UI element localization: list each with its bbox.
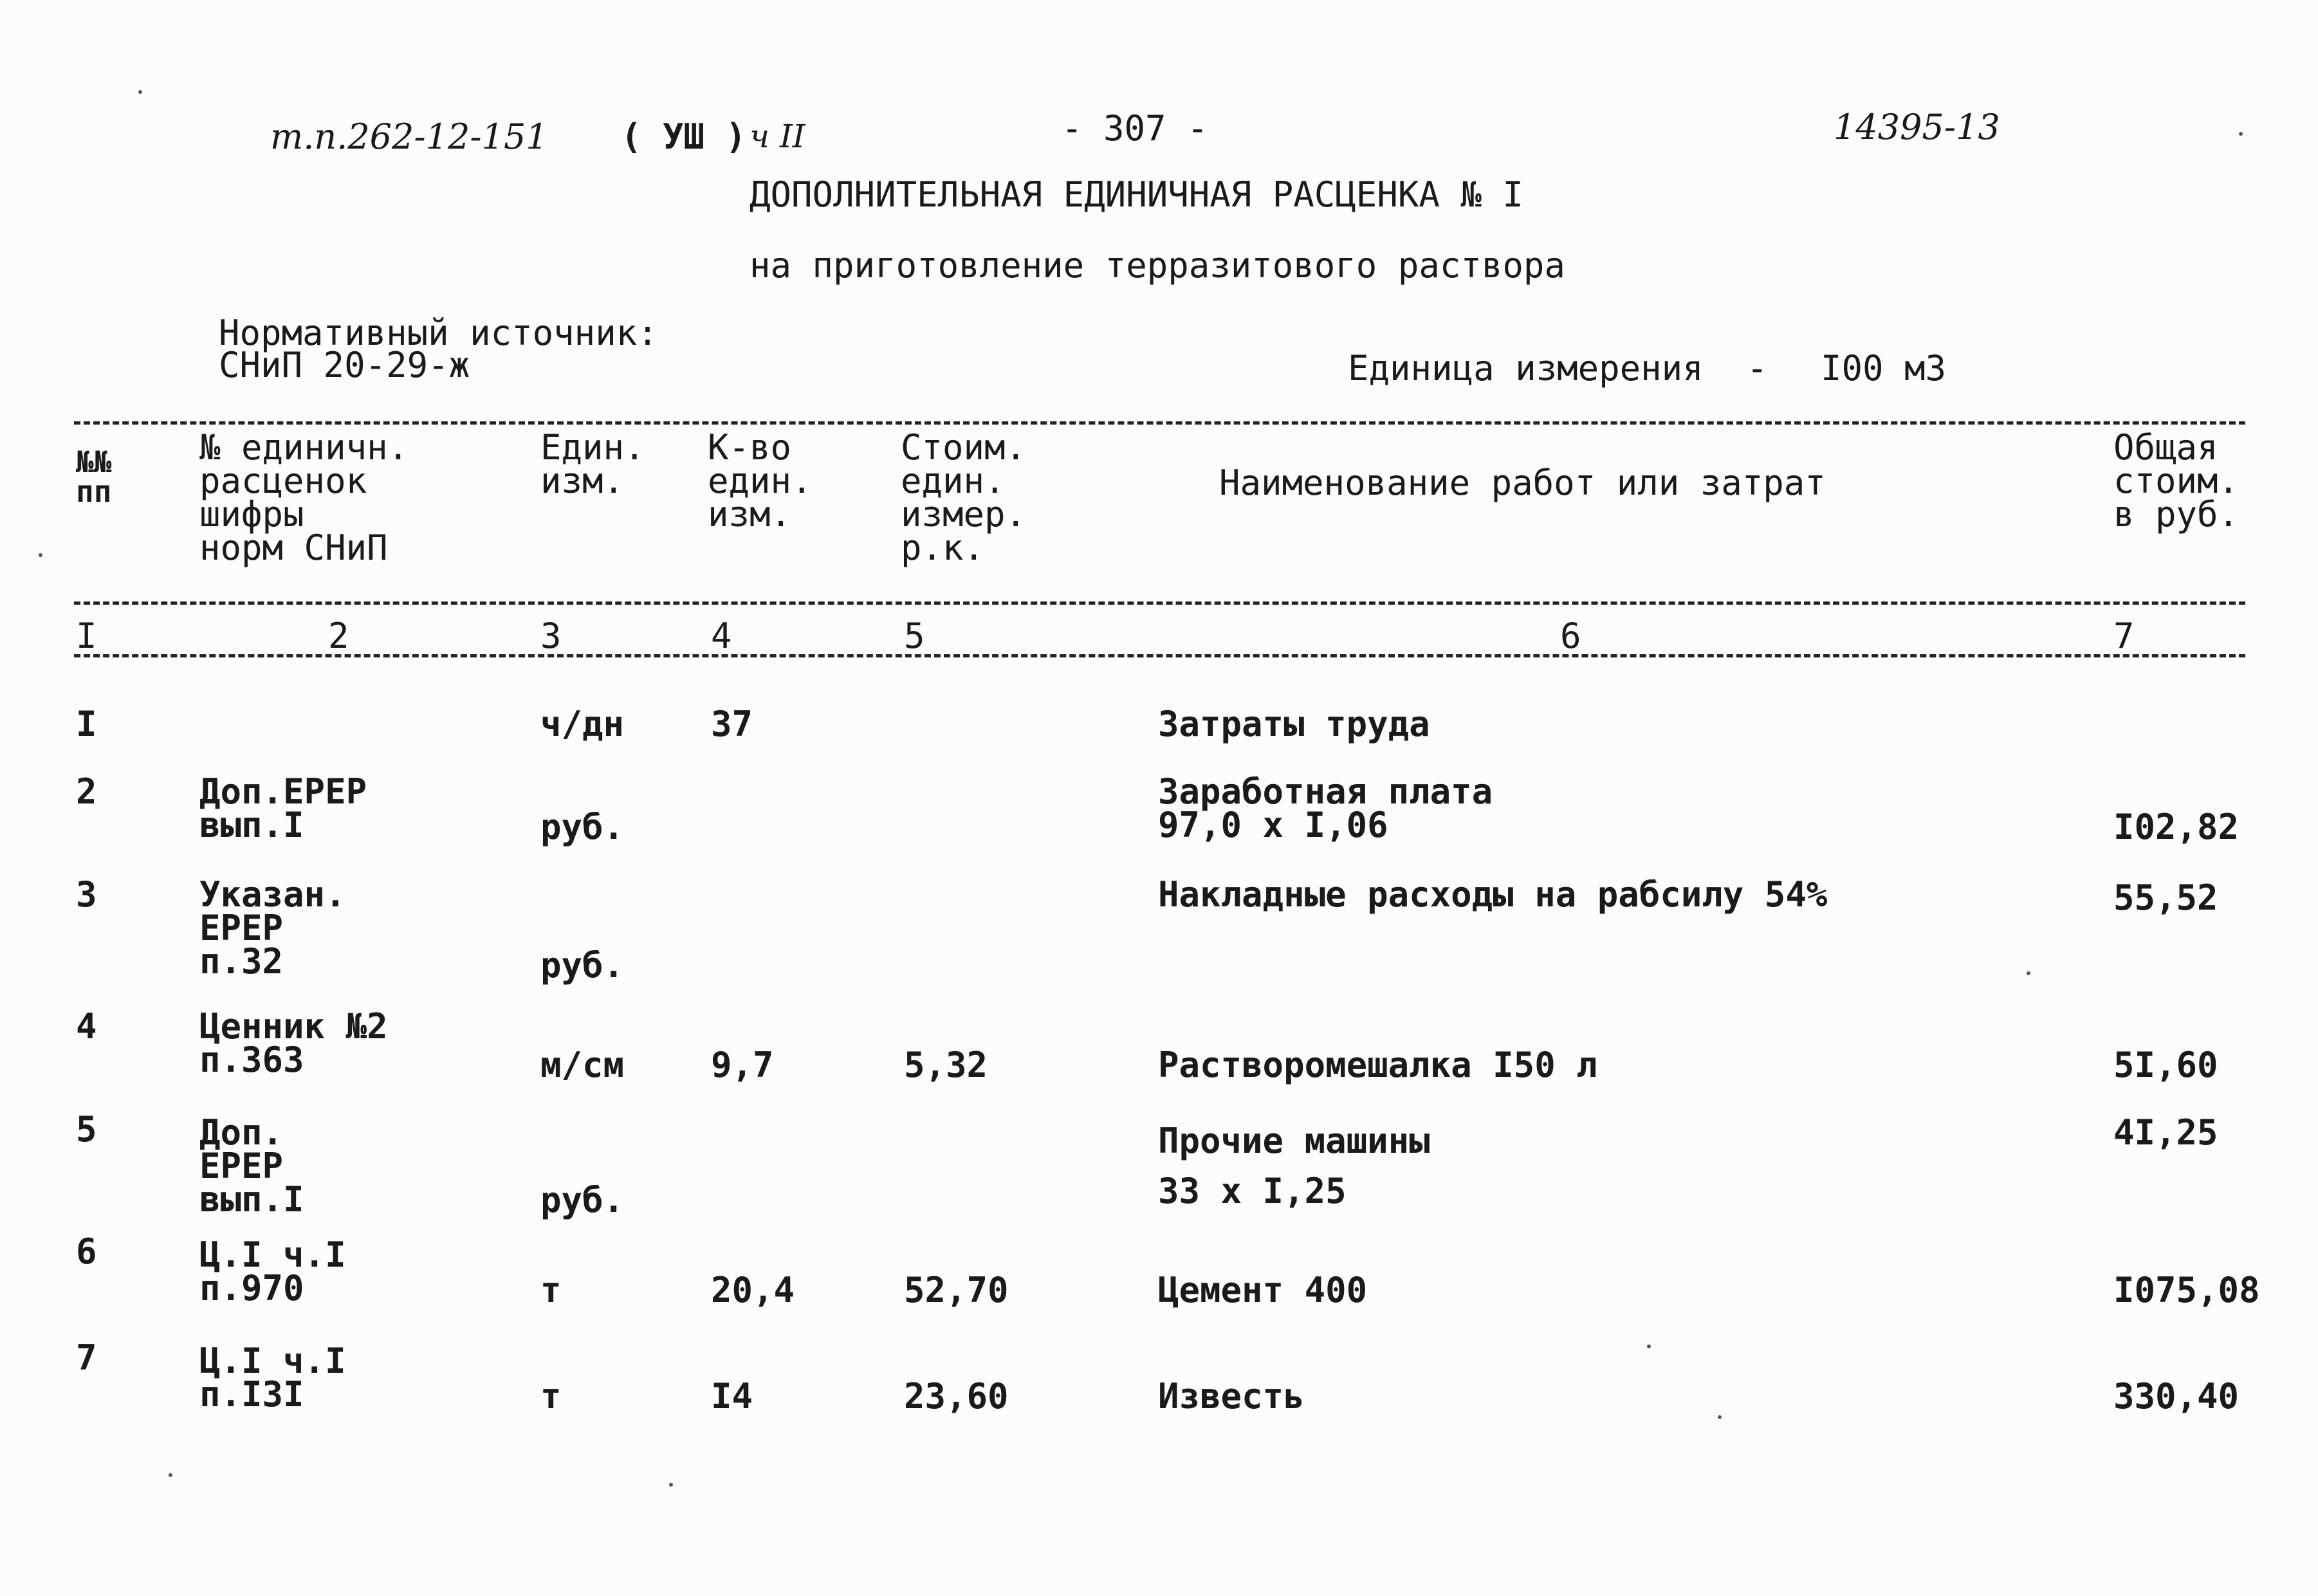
col-header-description: Наименование работ или затрат bbox=[1219, 463, 1826, 503]
unit-dash: - bbox=[1747, 348, 1768, 389]
row-description: Прочие машины 33 х I,25 bbox=[1158, 1121, 1430, 1211]
scan-speck bbox=[39, 553, 42, 557]
col-number-5: 5 bbox=[904, 616, 925, 656]
row-unit: руб. bbox=[540, 945, 625, 986]
row-number: 6 bbox=[76, 1231, 97, 1272]
row-code: Ценник №2 п.363 bbox=[199, 1006, 388, 1080]
row-code: Ц.I ч.I п.I3I bbox=[199, 1341, 346, 1415]
row-number: I bbox=[76, 704, 97, 744]
row-code: Ц.I ч.I п.970 bbox=[199, 1234, 346, 1308]
row-description: Накладные расходы на рабсилу 54% bbox=[1158, 874, 1828, 915]
col-header-total: Общая стоим. в руб. bbox=[2113, 427, 2240, 535]
source-label: Нормативный источник: bbox=[219, 313, 658, 353]
col-header-unit: Един. изм. bbox=[540, 427, 645, 501]
header-bottom-rule bbox=[74, 601, 2245, 605]
row-unit: т bbox=[540, 1376, 562, 1417]
row-total: 4I,25 bbox=[2113, 1112, 2218, 1153]
row-description: Заработная плата 97,0 х I,06 bbox=[1158, 771, 1493, 845]
scan-speck bbox=[169, 1473, 172, 1477]
row-quantity: 37 bbox=[711, 704, 753, 744]
col-header-quantity: К-во един. изм. bbox=[708, 427, 813, 535]
row-unit: т bbox=[540, 1270, 562, 1310]
row-number: 5 bbox=[76, 1109, 97, 1150]
scan-speck bbox=[669, 1483, 673, 1487]
row-code: Доп. ЕРЕР вып.I bbox=[199, 1112, 304, 1220]
row-quantity: 20,4 bbox=[711, 1270, 795, 1310]
row-quantity: 9,7 bbox=[711, 1045, 774, 1085]
unit-label: Единица измерения bbox=[1348, 348, 1704, 389]
row-number: 4 bbox=[76, 1006, 97, 1047]
scan-speck bbox=[138, 90, 142, 94]
row-unit: м/см bbox=[540, 1045, 625, 1085]
section-marker: ( УШ ) bbox=[621, 116, 747, 157]
row-description: Затраты труда bbox=[1158, 704, 1430, 744]
col-number-7: 7 bbox=[2113, 616, 2135, 656]
unit-value: I00 м3 bbox=[1821, 348, 1947, 389]
row-total: I02,82 bbox=[2113, 807, 2240, 847]
row-quantity: I4 bbox=[711, 1376, 753, 1417]
scan-speck bbox=[2239, 132, 2243, 136]
col-number-2: 2 bbox=[328, 616, 349, 656]
section-note: ч II bbox=[750, 118, 805, 155]
row-total: 55,52 bbox=[2113, 877, 2218, 918]
row-unit-price: 52,70 bbox=[904, 1270, 1009, 1310]
col-header-code: № единичн. расценок шифры норм СНиП bbox=[199, 427, 409, 568]
row-total: 330,40 bbox=[2113, 1376, 2240, 1417]
numbers-bottom-rule bbox=[74, 654, 2245, 657]
row-code: Доп.ЕРЕР вып.I bbox=[199, 771, 367, 845]
row-unit: руб. bbox=[540, 807, 625, 847]
row-total: 5I,60 bbox=[2113, 1045, 2218, 1085]
row-number: 7 bbox=[76, 1337, 97, 1378]
source-value: СНиП 20-29-ж bbox=[219, 345, 470, 385]
col-header-unit-price: Стоим. един. измер. р.к. bbox=[901, 427, 1027, 568]
row-number: 3 bbox=[76, 874, 97, 915]
row-unit-price: 23,60 bbox=[904, 1376, 1009, 1417]
row-unit: руб. bbox=[540, 1180, 625, 1220]
document-subtitle: на приготовление терразитового раствора bbox=[750, 245, 1565, 286]
row-number: 2 bbox=[76, 771, 97, 812]
col-number-3: 3 bbox=[540, 616, 562, 656]
page-number: - 307 - bbox=[1062, 108, 1208, 149]
row-unit-price: 5,32 bbox=[904, 1045, 988, 1085]
row-total: I075,08 bbox=[2113, 1270, 2260, 1310]
archive-number: 14395-13 bbox=[1834, 107, 2000, 147]
row-description: Цемент 400 bbox=[1158, 1270, 1368, 1310]
document-title: ДОПОЛНИТЕЛЬНАЯ ЕДИНИЧНАЯ РАСЦЕНКА № I bbox=[750, 174, 1523, 215]
row-unit: ч/дн bbox=[540, 704, 625, 744]
row-description: Растворомешалка I50 л bbox=[1158, 1045, 1597, 1085]
col-number-1: I bbox=[76, 616, 97, 656]
col-number-6: 6 bbox=[1560, 616, 1581, 656]
col-header-number: №№ пп bbox=[76, 445, 112, 509]
scan-speck bbox=[2027, 971, 2030, 975]
table-top-rule bbox=[74, 421, 2245, 425]
row-description: Известь bbox=[1158, 1376, 1305, 1417]
document-code: т.п.262-12-151 bbox=[270, 116, 548, 157]
row-code: Указан. ЕРЕР п.32 bbox=[199, 874, 346, 982]
col-number-4: 4 bbox=[711, 616, 732, 656]
scan-speck bbox=[1718, 1415, 1722, 1419]
scan-speck bbox=[1647, 1344, 1651, 1348]
